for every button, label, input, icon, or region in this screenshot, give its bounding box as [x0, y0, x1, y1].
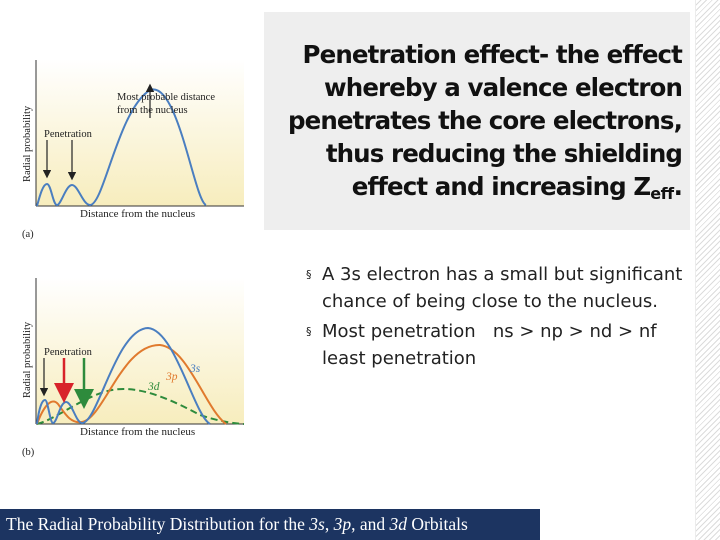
caption-italic-3s: 3s	[309, 514, 325, 534]
slide-title-text: Penetration effect- the effect whereby a valence electron penetrates the core electrons, thus reducing the shielding effect and increasing Z	[288, 40, 682, 201]
bullet-marker-icon: §	[306, 325, 312, 338]
caption-text-1: The Radial Probability Distribution for the	[6, 514, 310, 534]
radial-probability-figure	[0, 0, 262, 470]
caption-text-4: Orbitals	[407, 514, 468, 534]
panel-b-label-3p: 3p	[166, 371, 178, 383]
caption-text-2: ,	[324, 514, 334, 534]
slide-title-subscript: eff	[650, 184, 674, 203]
decorative-hatched-strip	[696, 0, 720, 540]
panel-a-panel-label: (a)	[22, 229, 34, 240]
slide-title-period: .	[673, 172, 682, 201]
panel-b-y-label: Radial probability	[22, 321, 33, 398]
panel-a-x-label: Distance from the nucleus	[80, 208, 196, 220]
panel-b-x-label: Distance from the nucleus	[80, 426, 196, 438]
figure-caption	[0, 509, 540, 540]
bullet-marker-icon: §	[306, 268, 312, 281]
panel-b-label-3d: 3d	[148, 381, 160, 393]
title-box	[264, 12, 690, 230]
bullet-item	[306, 262, 686, 315]
bullet-text: A 3s electron has a small but significant chance of being close to the nucleus.	[322, 264, 683, 312]
panel-a-peak-label-line-2: from the nucleus	[117, 105, 188, 116]
caption-text-3: , and	[351, 514, 390, 534]
panel-a-peak-label-line-1: Most probable distance	[117, 92, 215, 103]
panel-b-panel-label: (b)	[22, 447, 35, 458]
caption-italic-3d: 3d	[389, 514, 408, 534]
slide-title	[272, 38, 682, 210]
bullet-item	[306, 319, 686, 372]
bullet-list	[306, 262, 686, 376]
bullet-text: Most penetration ns > np > nd > nf least penetration	[322, 321, 674, 369]
caption-italic-3p: 3p	[333, 514, 352, 534]
panel-b-penetration-label: Penetration	[44, 347, 92, 358]
panel-a-penetration-label: Penetration	[44, 129, 92, 140]
panel-b-label-3s: 3s	[190, 363, 201, 375]
panel-a-y-label: Radial probability	[22, 105, 33, 182]
